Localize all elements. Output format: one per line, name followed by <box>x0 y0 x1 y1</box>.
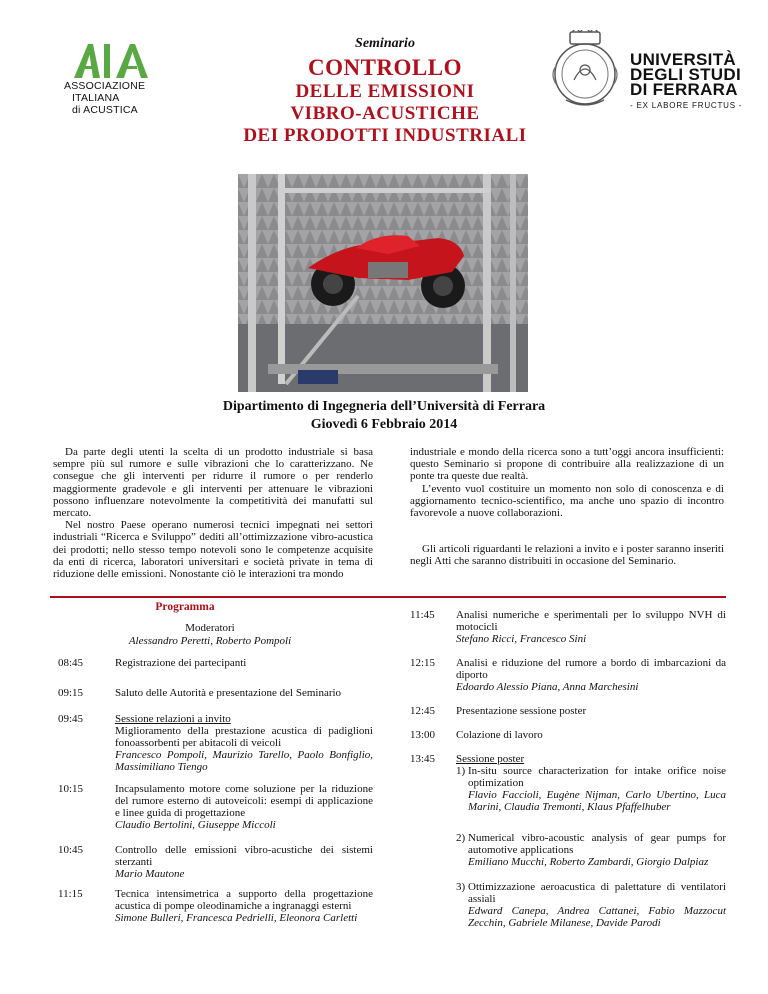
event-series: Seminario <box>355 36 415 51</box>
item-details <box>115 713 373 773</box>
aia-line-3: di ACUSTICA <box>72 104 138 116</box>
title-line-1: CONTROLLO <box>307 55 463 80</box>
intro-paragraph: Gli articoli riguardanti le relazioni a invito e i poster saranno inseriti negli Atti che saranno distribuiti in occasione del Seminario. <box>410 543 724 568</box>
poster-authors: Flavio Faccioli, Eugène Nijman, Carlo Ubertino, Luca Marini, Claudia Tremonti, Klaus Pfaffelhuber <box>468 789 726 813</box>
item-time: 10:45 <box>58 844 84 856</box>
item-time: 11:45 <box>410 609 435 621</box>
item-time: 13:45 <box>410 753 436 765</box>
poster-list <box>456 753 726 929</box>
aia-line-1: ASSOCIAZIONE <box>64 80 146 92</box>
item-time: 11:15 <box>58 888 83 900</box>
venue <box>0 398 768 434</box>
item-time: 12:15 <box>410 657 436 669</box>
aia-name <box>64 80 145 116</box>
item-details <box>115 844 373 880</box>
aia-line-2: ITALIANA <box>72 92 120 104</box>
item-text: Tecnica intensimetrica a supporto della progettazione acustica di pompe oleodinamiche a ingranaggi esterni <box>115 888 373 912</box>
item-details <box>456 609 726 645</box>
intro-paragraph: industriale e mondo della ricerca sono a tutt’oggi ancora insufficienti: questo Seminario si propone di contribuire alla realizzazione di un ponte tra queste due realtà. <box>410 446 724 483</box>
poster-number: 3) <box>456 881 466 893</box>
item-text: Analisi numeriche e sperimentali per lo sviluppo NVH di motocicli <box>456 609 726 633</box>
title-block <box>200 36 570 147</box>
item-time: 10:15 <box>58 783 84 795</box>
university-seal <box>548 30 622 108</box>
motorcycle-test-photo <box>238 174 528 392</box>
poster-number: 2) <box>456 832 466 844</box>
item-authors: Edoardo Alessio Piana, Anna Marchesini <box>456 681 639 693</box>
title-line-3: VIBRO-ACUSTICHE <box>290 103 480 124</box>
item-text: Controllo delle emissioni vibro-acustiche dei sistemi sterzanti <box>115 844 373 868</box>
university-line-3: DI FERRARA <box>630 80 738 99</box>
title-line-2: DELLE EMISSIONI <box>295 81 475 102</box>
moderators <box>50 622 370 647</box>
session-title: Sessione poster <box>456 753 525 765</box>
poster-title: In-situ source characterization for intake orifice noise optimization <box>468 765 726 789</box>
item-authors: Stefano Ricci, Francesco Sini <box>456 633 587 645</box>
poster-title: Ottimizzazione aeroacustica di palettature di ventilatori assiali <box>468 881 726 905</box>
university-line-2: DEGLI STUDI <box>630 65 741 84</box>
item-authors: Mario Mautone <box>115 868 185 880</box>
item-details <box>456 657 726 693</box>
item-time: 12:45 <box>410 705 436 717</box>
item-text: Incapsulamento motore come soluzione per la riduzione del rumore esterno di autoveicoli: esempi di applicazione e linee guida di progettazione <box>115 783 373 819</box>
item-time: 13:00 <box>410 729 436 741</box>
university-name <box>630 52 742 110</box>
poster-item <box>456 765 726 813</box>
moderators-names: Alessandro Peretti, Roberto Pompoli <box>128 634 292 647</box>
section-divider <box>50 596 726 598</box>
poster-item <box>456 881 726 929</box>
item-authors: Simone Bulleri, Francesca Pedrielli, Eleonora Carletti <box>115 912 358 924</box>
item-details <box>115 888 373 924</box>
poster-authors: Edward Canepa, Andrea Cattanei, Fabio Mazzocut Zecchin, Gabriele Milanese, Davide Parodi <box>468 905 726 929</box>
item-text: Miglioramento della prestazione acustica di padiglioni fonoassorbenti per abitacoli di veicoli <box>115 725 373 749</box>
intro-paragraph: Da parte degli utenti la scelta di un prodotto industriale si basa sempre più sul rumore e sulle vibrazioni che lo caratterizzano. Ne consegue che gli interventi per ridurre il rumore o per renderlo maggiormente gradevole e gli interventi per attenuare le vibrazioni possono influenzare notevolmente la competitività dei manufatti sul mercato. <box>53 446 373 520</box>
item-authors: Francesco Pompoli, Maurizio Tarello, Paolo Bonfiglio, Massimiliano Tiengo <box>115 749 373 773</box>
item-text: Analisi e riduzione del rumore a bordo di imbarcazioni da diporto <box>456 657 726 681</box>
item-time: 09:45 <box>58 713 84 725</box>
item-text: Registrazione dei partecipanti <box>115 657 247 669</box>
intro-left-column <box>53 446 373 580</box>
programme-heading: Programma <box>155 601 215 613</box>
intro-paragraph: Nel nostro Paese operano numerosi tecnici impegnati nei settori industriali “Ricerca e Sviluppo” dediti all’ottimizzazione vibro-acustica dei prodotti; nello stesso tempo notevoli sono le competenze acquisite da enti di ricerca, laboratori universitari e società private in tema di riduzione delle emissioni. Nonostante ciò le interazioni tra mondo <box>53 519 373 581</box>
item-text: Presentazione sessione poster <box>456 705 587 717</box>
poster-authors: Emiliano Mucchi, Roberto Zambardi, Giorgio Dalpiaz <box>468 856 709 868</box>
item-text: Colazione di lavoro <box>456 729 543 741</box>
poster-number: 1) <box>456 765 466 777</box>
event-date: Giovedì 6 Febbraio 2014 <box>310 417 458 432</box>
poster-title: Numerical vibro-acoustic analysis of gear pumps for automotive applications <box>468 832 726 856</box>
item-text: Saluto delle Autorità e presentazione del Seminario <box>115 687 342 699</box>
intro-right-column <box>410 446 724 568</box>
moderators-label: Moderatori <box>185 622 235 634</box>
item-time: 08:45 <box>58 657 84 669</box>
intro-paragraph: L’evento vuol costituire un momento non solo di conoscenza e di aggiornamento tecnico-scientifico, ma anche uno spazio di incontro favorevole a nuove collaborazioni. <box>410 482 724 520</box>
university-motto: - EX LABORE FRUCTUS - <box>630 101 743 110</box>
item-details <box>115 783 373 831</box>
title-line-4: DEI PRODOTTI INDUSTRIALI <box>243 125 527 146</box>
item-time: 09:15 <box>58 687 84 699</box>
poster-item <box>456 832 726 868</box>
university-line-1: UNIVERSITÀ <box>630 50 736 69</box>
department-name: Dipartimento di Ingegneria dell’Università di Ferrara <box>222 399 546 414</box>
item-authors: Claudio Bertolini, Giuseppe Miccoli <box>115 819 276 831</box>
session-title: Sessione relazioni a invito <box>115 713 231 725</box>
